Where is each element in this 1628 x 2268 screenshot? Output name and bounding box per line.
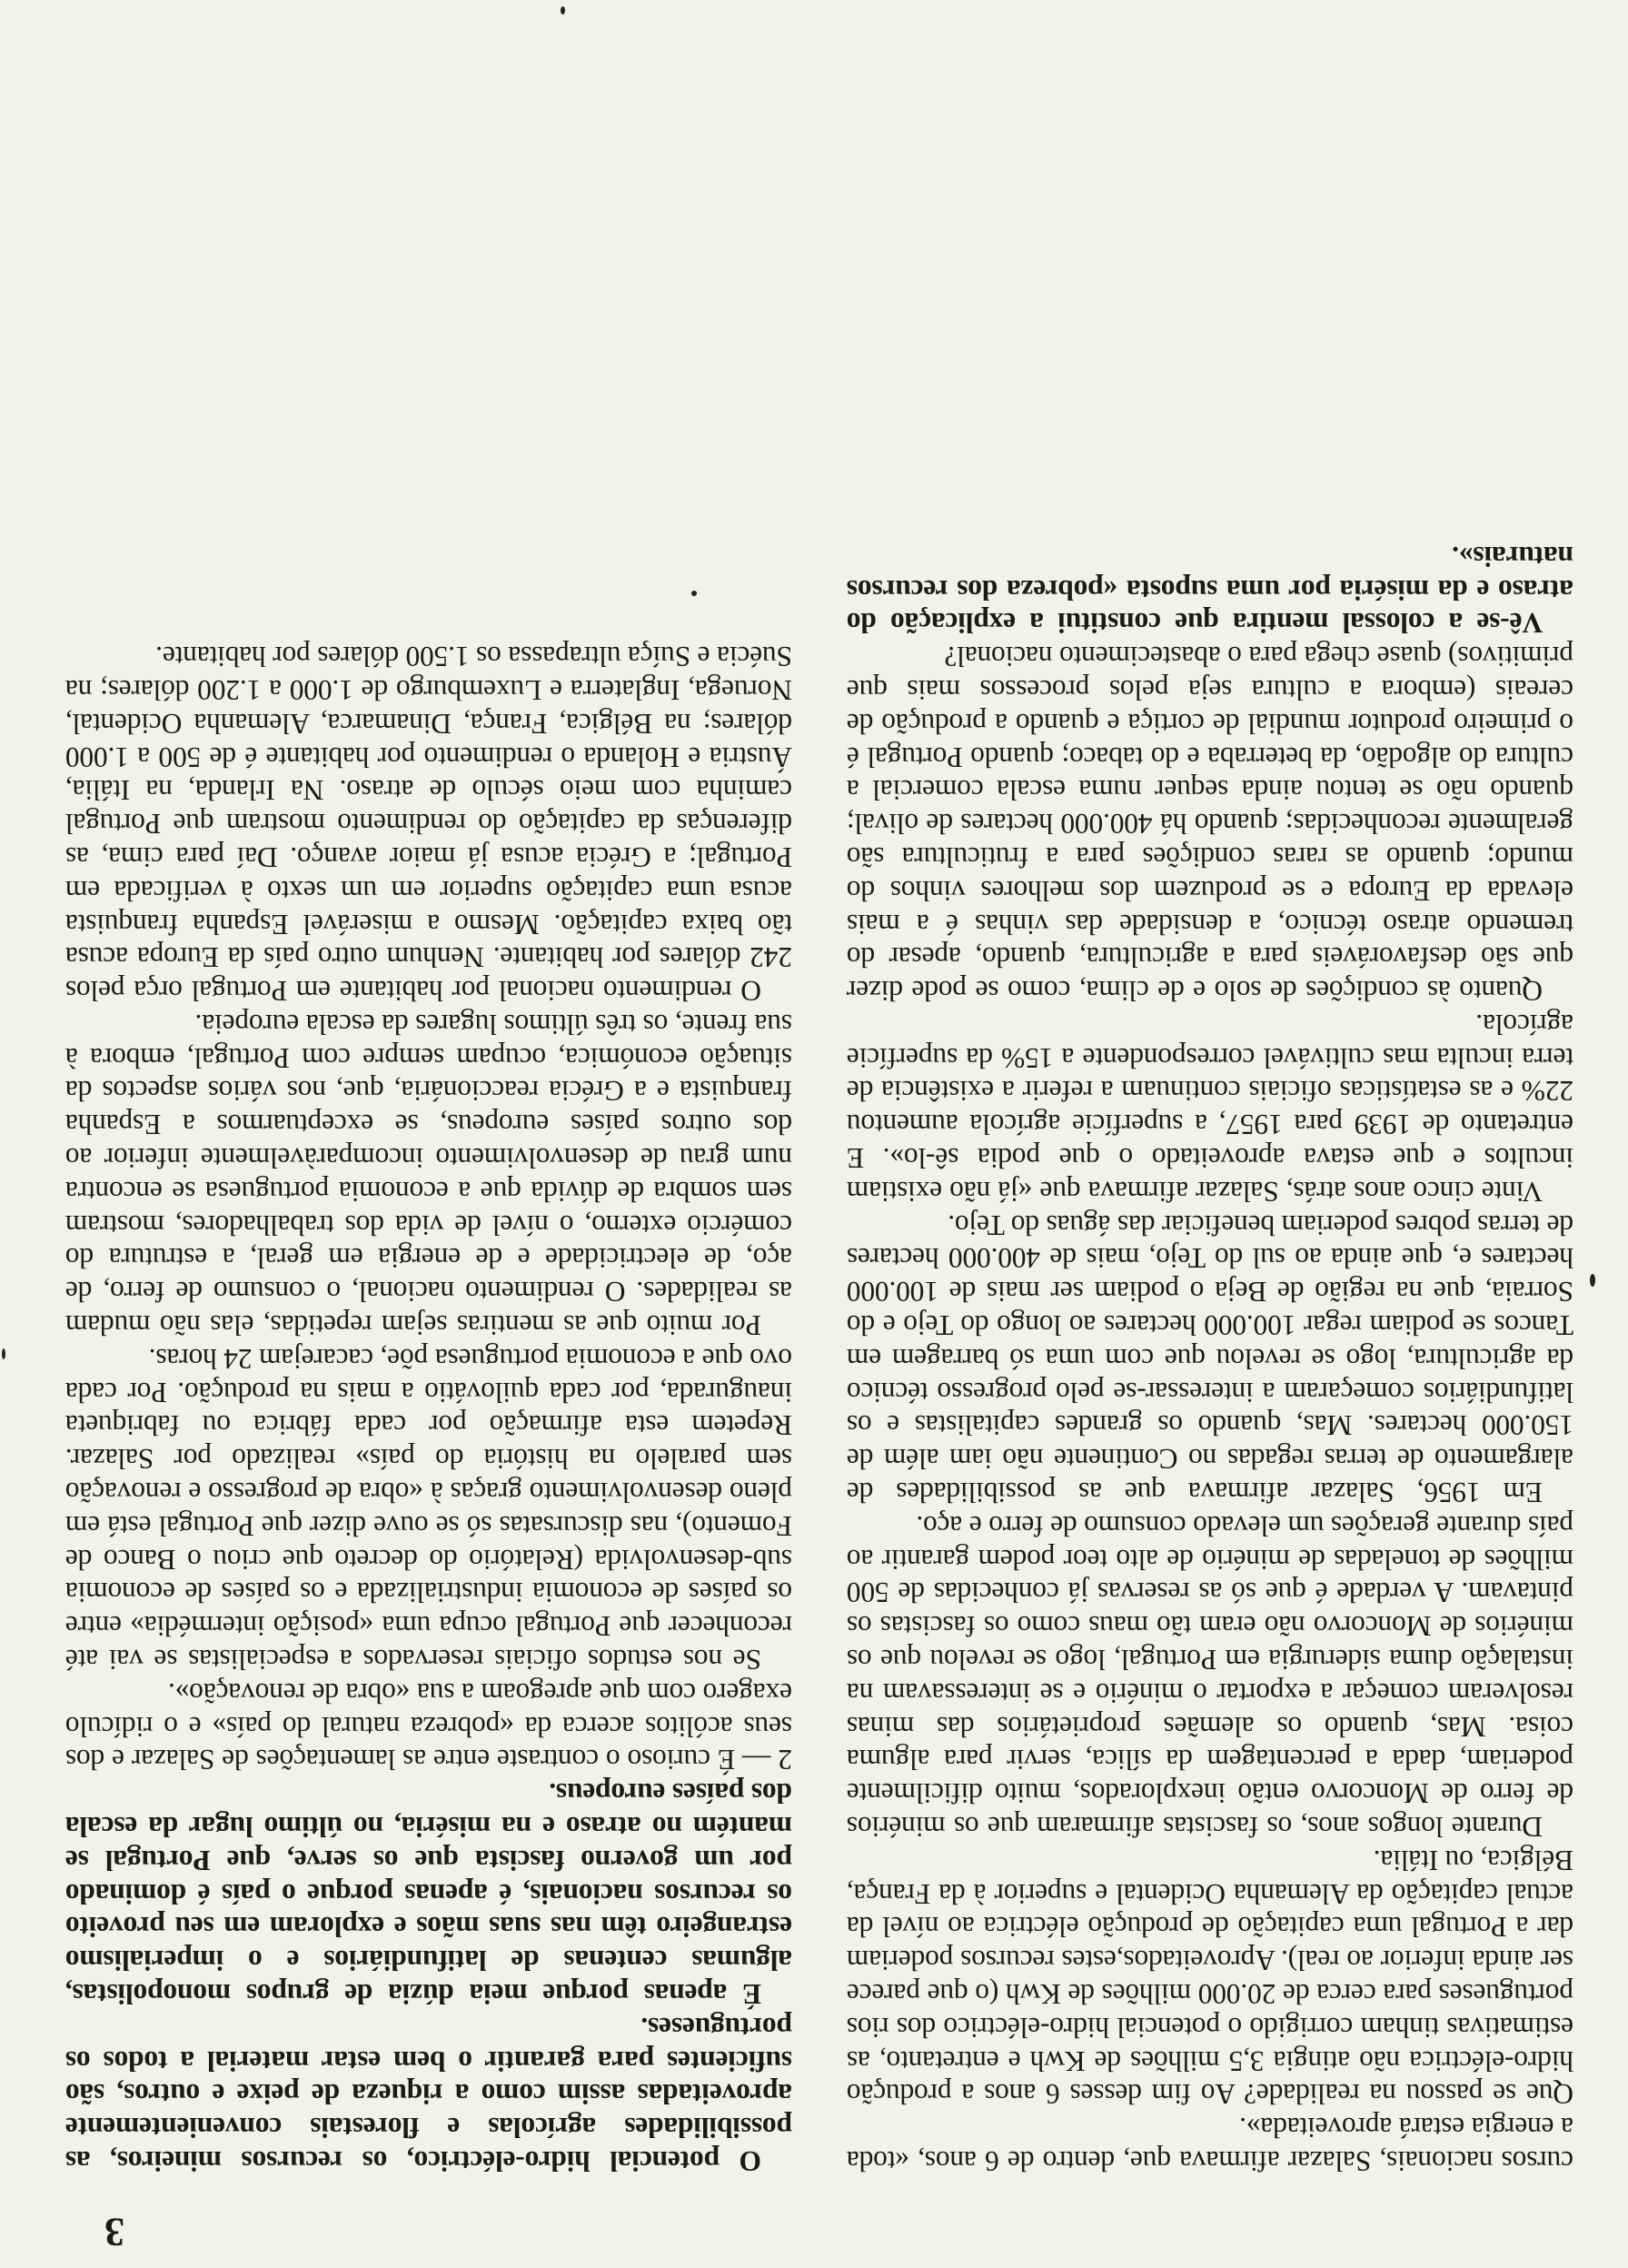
- ink-speck: [691, 591, 697, 596]
- paragraph: Durante longos anos, os fascistas afirmaram que os minérios de ferro de Moncorvo então inexplorados, muito dificilmente poderiam, dada a percentagem da sílica, servir para alguma coisa. Mas, quando os alemães proprietários das minas resolveram começar a exportar o minério e se interessavam na instalação duma siderurgia em Portugal, logo se revelou que os minérios de Moncorvo não eram tão maus como os fascistas os pintavam. A verdade é que só as reservas já conhecidas de 500 milhões de toneladas de minério de alto teor podem garantir ao país durante gerações um elevado consumo de ferro e aço.: [847, 1509, 1573, 1844]
- paragraph: O potencial hidro-eléctrico, os recursos mineiros, as possibilidades agrícolas e florestais convenientemente aproveitadas assim como a riqueza de peixe e outros, são suficientes para garantir o bem estar material a todos os portugueses.: [65, 2011, 792, 2177]
- paragraph: Por muito que as mentiras sejam repetidas, elas não mudam as realidades. O rendimento nacional, o consumo de ferro, de aço, de electricidade e de energia em geral, a estrutura do comércio externo, o nível de vida dos trabalhadores, mostram sem sombra de dúvida que a economia portuguesa se encontra num grau de desenvolvimento incomparàvelmente inferior ao dos outros países europeus, se exceptuarmos a Espanha franquista e a Grécia reaccionária, que, nos vários aspectos da situação económica, ocupam sempre com Portugal, embora à sua frente, os três últimos lugares da escala europeia.: [65, 1008, 792, 1342]
- paragraph: É apenas porque meia dúzia de grupos monopolistas, algumas centenas de latifundiários e o imperialismo estrangeiro têm nas suas mãos e exploram em seu proveito os recursos nacionais, é apenas porque o país é dominado por um governo fascista que os serve, que Portugal se mantém no atraso e na miséria, no último lugar da escala dos países europeus.: [65, 1777, 792, 2011]
- paragraph: Em 1956, Salazar afirmava que as possibilidades de alargamento de terras regadas no Continente não iam além de 150.000 hectares. Mas, quando os grandes capitalistas e os latifundiários começaram a interessar-se pelo progresso técnico da agricultura, logo se revelou que com uma só barragem em Tancos se podiam regar 100.000 hectares ao longo do Tejo e do Sorraia, que na região de Beja o podiam ser mais de 100.000 hectares e, que ainda ao sul do Tejo, mais de 400.000 hectares de terras pobres poderiam beneficiar das águas do Tejo.: [847, 1209, 1573, 1509]
- column-left: [847, 60, 1573, 2177]
- paragraph: 2 — É curioso o contraste entre as lamentações de Salazar e dos seus acólitos acerca da «pobreza natural do país» e o ridículo exagero com que apregoam a sua «obra de renovação».: [65, 1676, 792, 1776]
- paragraph: Que se passou na realidade? Ao fim desses 6 anos a produção hidro-eléctrica não atingia 3,5 milhões de Kwh e entretanto, as estimativas tinham corrigido o potencial hidro-eléctrico dos rios portugueses para cerca de 20.000 milhões de Kwh (o que parece ser ainda inferior ao real). Aproveitados,estes recursos poderiam dar a Portugal uma capitação de produção eléctrica ao nível da actual capitação da Alemanha Ocidental e superior à da França, Bélgica, ou Itália.: [847, 1844, 1573, 2111]
- ink-speck: [561, 6, 565, 15]
- ink-speck: [1590, 1274, 1595, 1287]
- column-right: [65, 60, 792, 2177]
- paragraph: O rendimento nacional por habitante em Portugal orça pelos 242 dólares por habitante. Nenhum outro país da Europa acusa tão baixa capitação. Mesmo a miserável Espanha franquista acusa uma capitação superior em um sexto à verificada em Portugal; a Grécia acusa já maior avanço. Daí para cima, as diferenças da capitação do rendimento mostram que Portugal caminha com meio século de atraso. Na Irlanda, na Itália, Áustria e Holanda o rendimento por habitante é de 500 a 1.000 dólares; na Bélgica, França, Dinamarca, Alemanha Ocidental, Noruega, Inglaterra e Luxemburgo de 1.000 a 1.200 dólares; na Suécia e Suíça ultrapassa os 1.500 dólares por habitante.: [65, 641, 792, 1008]
- ink-speck: [2, 1348, 5, 1359]
- paragraph: cursos nacionais, Salazar afirmava que, dentro de 6 anos, «toda a energia estará aproveitada».: [847, 2112, 1573, 2177]
- paragraph: Vê-se a colossal mentira que constitui a explicação do atraso e da miséria por uma suposta «pobreza dos recursos naturais».: [847, 540, 1573, 640]
- paragraph: Vinte cinco anos atrás, Salazar afirmava que «já não existiam incultos e que estava aproveitado o que podia sê-lo». E entretanto de 1939 para 1957, a superfície agrícola aumentou 22% e as estatísticas oficiais continuam a referir a existência de terra inculta mas cultivável correspondente a 15% da superfície agrícola.: [847, 1008, 1573, 1208]
- page-number: 3: [104, 2210, 124, 2254]
- paragraph: Se nos estudos oficiais reservados a especialistas se vai até reconhecer que Portugal ocupa uma «posição intermédia» entre os países de economia industrializada e os países de economia sub-desenvolvida (Relatório do decreto que criou o Banco de Fomento), nas discursatas só se ouve dizer que Portugal está em pleno desenvolvimento graças à «obra de progresso e renovação sem paralelo na história do país» realizado por Salazar. Repetem esta afirmação por cada fábrica ou fabriqueta inaugurada, por cada quilovátio a mais na produção. Por cada ovo que a economia portuguesa põe, cacarejam 24 horas.: [65, 1342, 792, 1676]
- paragraph: Quanto às condições de solo e de clima, como se pode dizer que são desfavoráveis para a agricultura, quando, apesar do tremendo atraso técnico, a densidade das vinhas é a mais elevada da Europa e se produzem dos melhores vinhos do mundo; quando as raras condições para a fruticultura são geralmente reconhecidas; quando há 400.000 hectares de olival; quando não se tentou ainda sequer numa escala comercial a cultura do algodão, da beterraba e do tabaco; quando Portugal é o primeiro produtor mundial de cortiça e quando a produção de cereais (embora a cultura seja pelos processos mais que primitivos) quase chega para o abastecimento nacional?: [847, 641, 1573, 1008]
